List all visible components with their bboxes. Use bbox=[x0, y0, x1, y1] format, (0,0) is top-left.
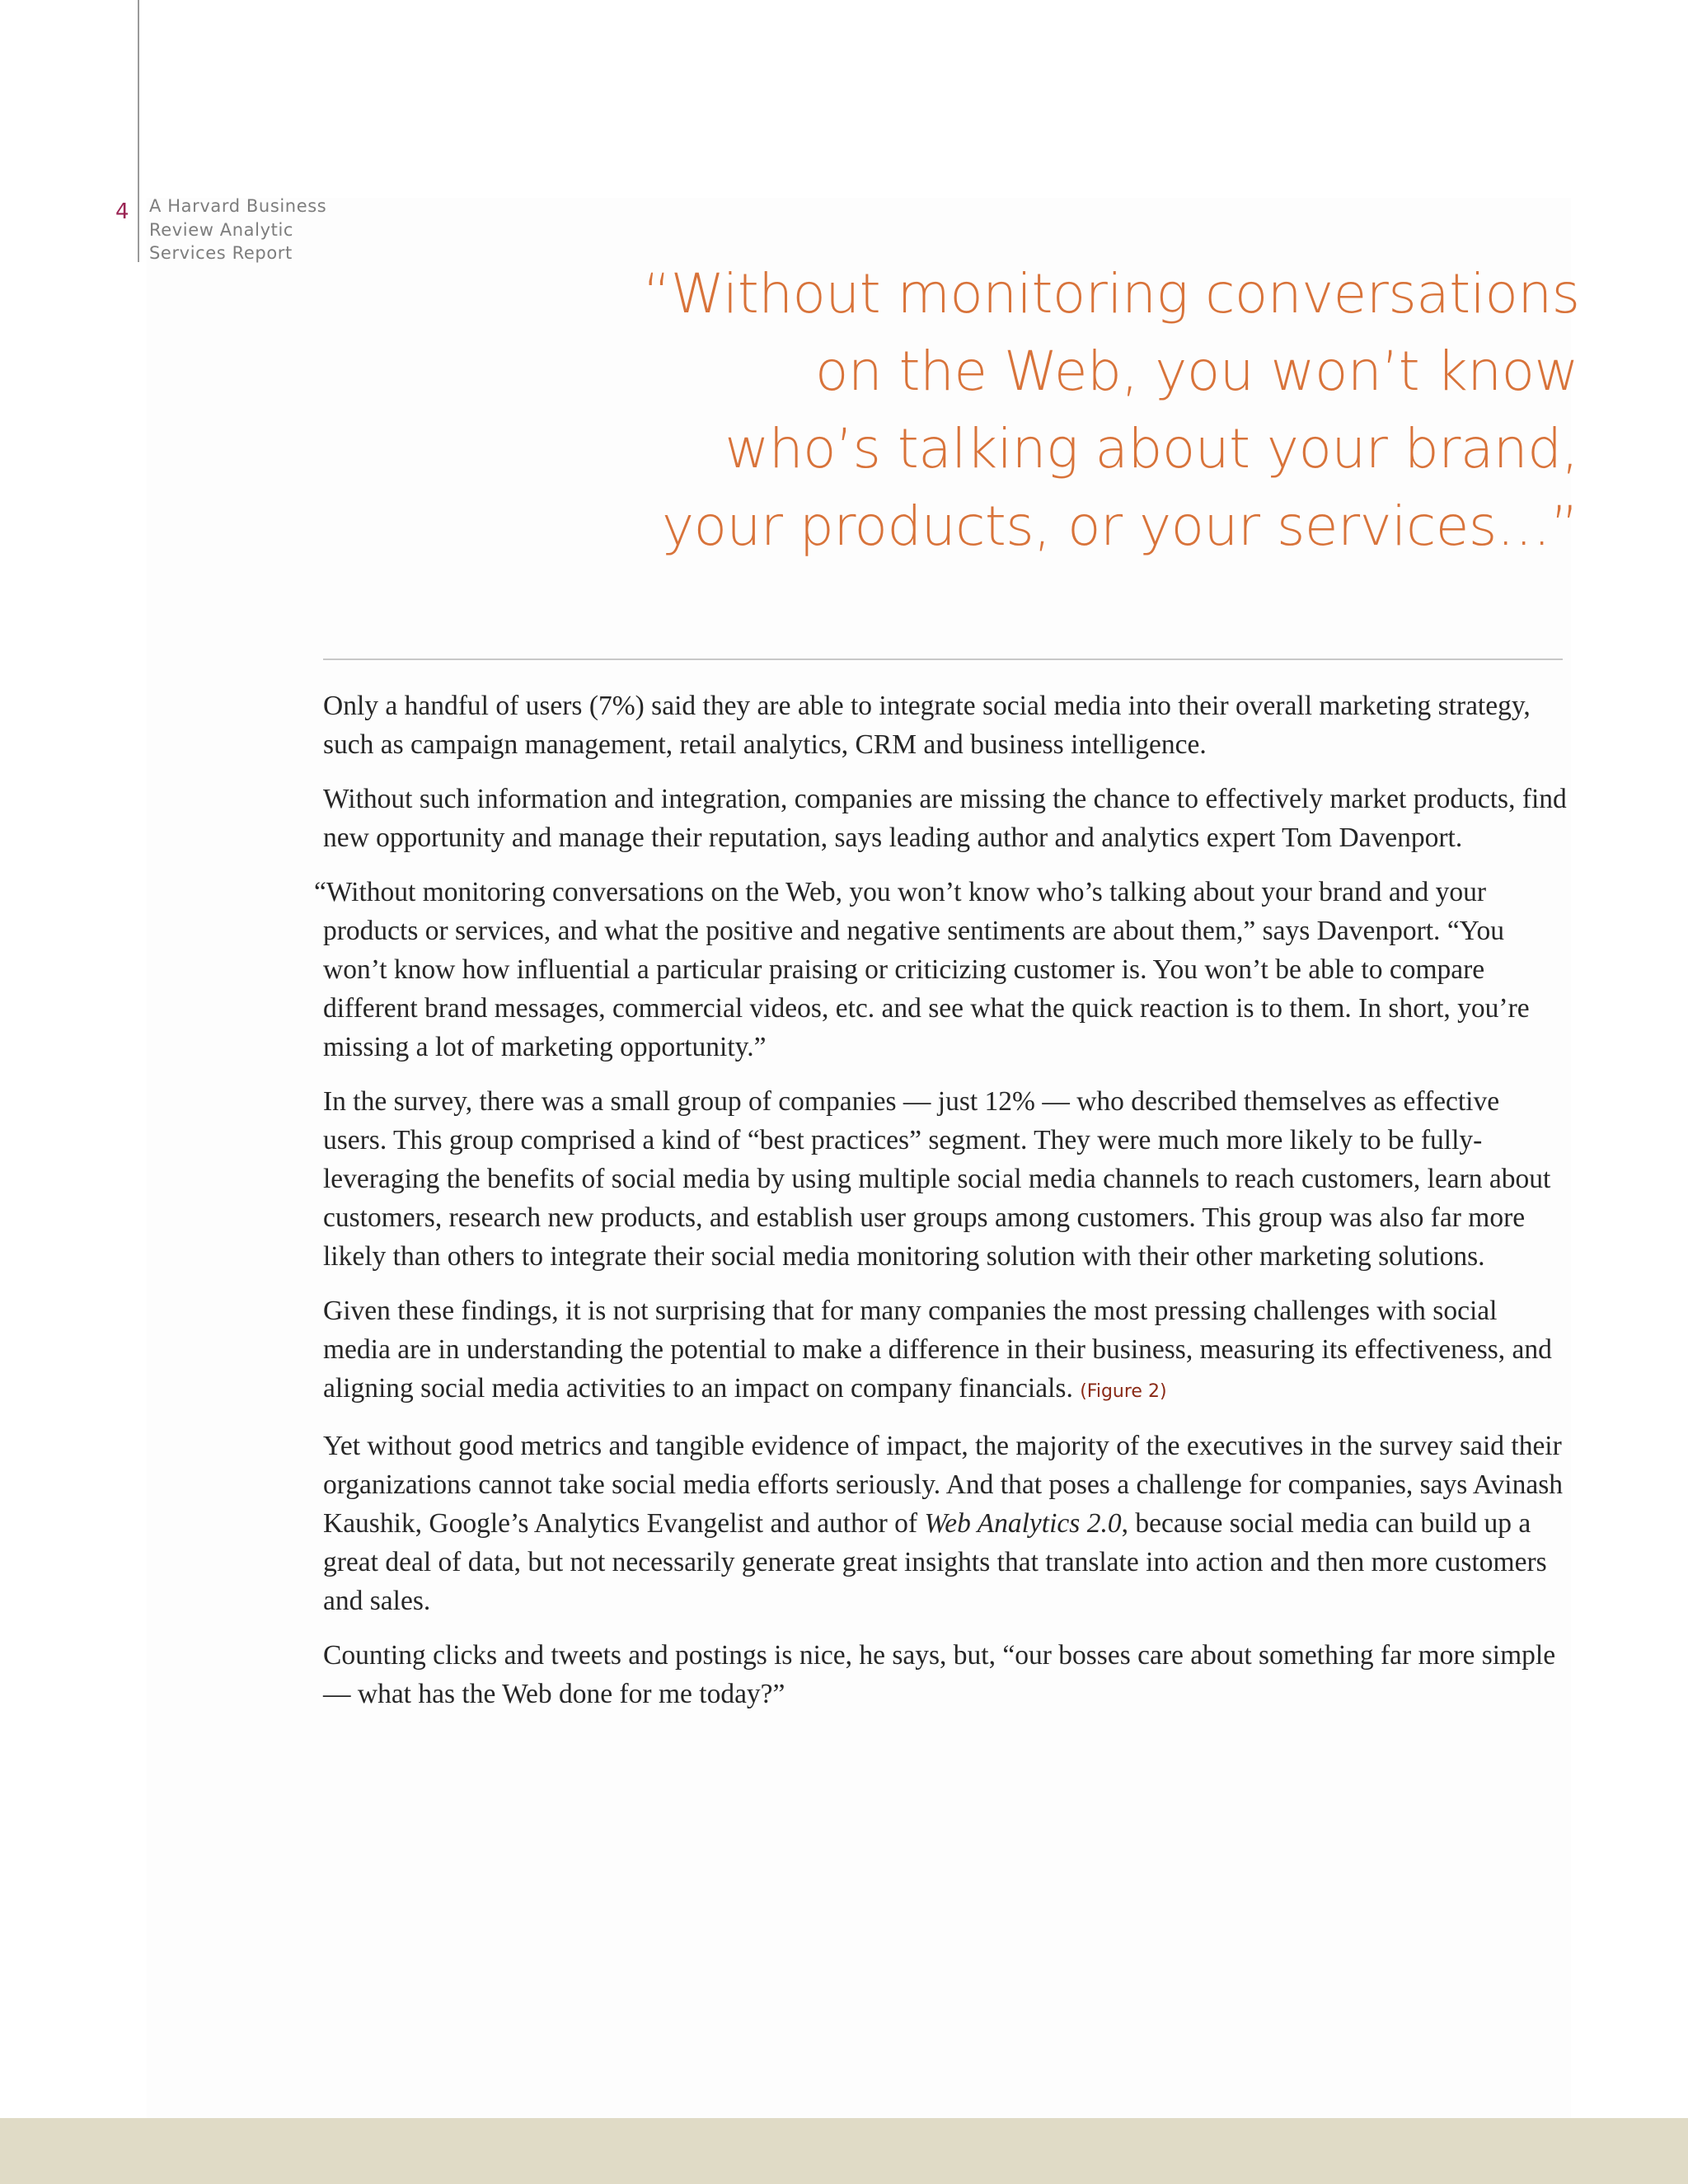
footer-band bbox=[0, 2118, 1688, 2184]
pull-quote-line: who’s talking about your brand, bbox=[724, 417, 1578, 480]
page-number: 4 bbox=[115, 199, 129, 224]
pull-quote-line: “Without monitoring conversations bbox=[643, 262, 1580, 326]
body-paragraph: In the survey, there was a small group of companies — just 12% — who described themselves as effective users. This group comprised a kind of “best practices” segment. They were much more likely to be fully-leveraging the benefits of social media by using multiple social media channels to reach customers, learn about customers, research new products, and establish user groups among customers. This group was also far more likely than others to integrate their social media monitoring solution with their other marketing solutions. bbox=[323, 1086, 1551, 1272]
figure-reference-link[interactable]: (Figure 2) bbox=[1080, 1381, 1167, 1402]
body-paragraph: Counting clicks and tweets and postings is nice, he says, but, “our bosses care about something far more simple — what has the Web done for me today?” bbox=[323, 1640, 1556, 1709]
quote-sentence: “You won’t know how influential a particular praising or criticizing customer is. You won’t be able to compare different brand messages, commercial videos, etc. and see what the quick reaction is to them. In short, you’re missing a lot of marketing opportunity.” bbox=[323, 916, 1530, 1062]
paragraph-text: , because social media can build up a great deal of data, but not necessarily generate great insights that translate into action and then more customers and sales. bbox=[323, 1508, 1547, 1616]
body-paragraph: Only a handful of users (7%) said they are able to integrate social media into their overall marketing strategy, such as campaign management, retail analytics, CRM and business intelligence. bbox=[323, 691, 1531, 760]
quote-paragraph bbox=[314, 873, 1568, 1066]
pull-quote bbox=[643, 255, 1578, 565]
pull-quote-line: your products, or your services…” bbox=[662, 494, 1578, 558]
section-divider bbox=[323, 658, 1563, 660]
report-label: A Harvard Business Review Analytic Services Report bbox=[149, 196, 327, 263]
margin-rule bbox=[138, 0, 139, 262]
paragraph-text: Given these findings, it is not surprising that for many companies the most pressing challenges with social media are in understanding the potential to make a difference in their business, measuring its effectiveness, and aligning social media activities to an impact on company financials. bbox=[323, 1296, 1552, 1404]
body-paragraph bbox=[323, 1427, 1568, 1620]
paragraph-text: Yet without good metrics and tangible evidence of impact, the majority of the executives in the survey said their organizations cannot take social media efforts seriously. And that poses a challenge for companies, says Avinash Kaushik, Google’s Analytics Evangelist and author of bbox=[323, 1431, 1563, 1539]
quote-sentence: “Without monitoring conversations on the Web, you won’t know who’s talking about your brand and your products or services, and what the positive and negative sentiments are about them,” says Davenport. bbox=[314, 877, 1486, 946]
book-title: Web Analytics 2.0 bbox=[924, 1508, 1122, 1539]
pull-quote-line: on the Web, you won’t know bbox=[814, 340, 1578, 403]
body-paragraph bbox=[323, 1291, 1568, 1411]
article-body bbox=[314, 687, 1568, 1729]
body-paragraph: Without such information and integration, companies are missing the chance to effectively market products, find new opportunity and manage their reputation, says leading author and analytics expert Tom Davenport. bbox=[323, 784, 1567, 853]
